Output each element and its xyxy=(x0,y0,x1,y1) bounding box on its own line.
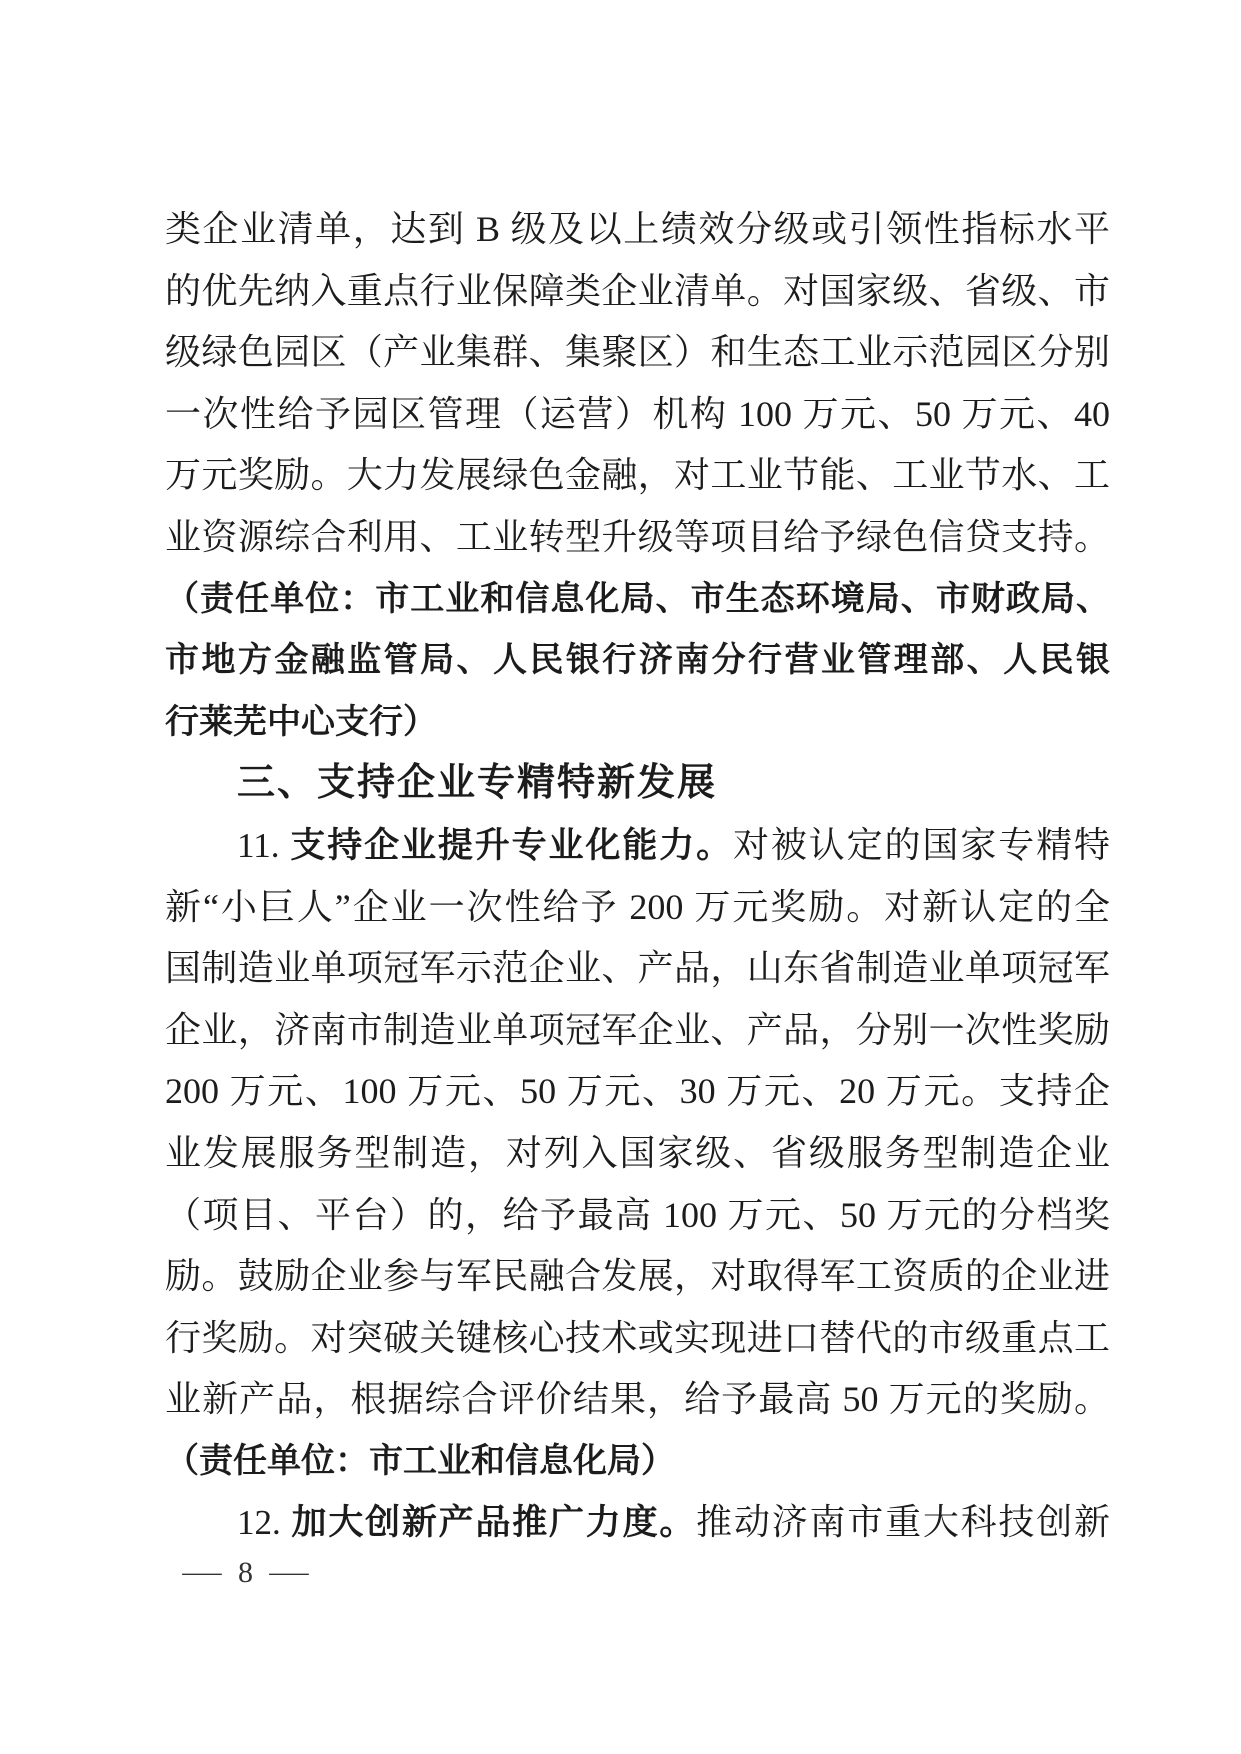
body-line: 国制造业单项冠军示范企业、产品，山东省制造业单项冠军 xyxy=(165,948,1110,989)
responsibility-unit-line: （责任单位：市工业和信息化局） xyxy=(165,1442,675,1480)
item-11-text: 对被认定的国家专精特 xyxy=(733,824,1110,865)
body-line: 业新产品，根据综合评价结果，给予最高 50 万元的奖励。 xyxy=(165,1379,1110,1420)
body-line: 业发展服务型制造，对列入国家级、省级服务型制造企业 xyxy=(165,1132,1110,1173)
item-11-first-line xyxy=(165,815,1110,877)
body-line: 200 万元、100 万元、50 万元、30 万元、20 万元。支持企 xyxy=(165,1071,1110,1112)
body-line: 类企业清单，达到 B 级及以上绩效分级或引领性指标水平 xyxy=(165,209,1110,249)
item-11-title: 支持企业提升专业化能力。 xyxy=(290,825,733,865)
page-footer xyxy=(182,1556,309,1590)
item-12-text: 推动济南市重大科技创新 xyxy=(696,1502,1110,1543)
body-line: （项目、平台）的，给予最高 100 万元、50 万元的分档奖 xyxy=(165,1194,1110,1235)
page-number: 8 xyxy=(238,1556,253,1589)
responsibility-unit-line: 市地方金融监管局、人民银行济南分行营业管理部、人民银 xyxy=(165,642,1110,680)
section-heading: 三、支持企业专精特新发展 xyxy=(237,762,718,805)
body-line: 级绿色园区（产业集群、集聚区）和生态工业示范园区分别 xyxy=(165,332,1110,373)
item-12-number: 12. xyxy=(237,1503,281,1543)
item-11-number: 11. xyxy=(237,825,280,865)
item-12-first-line xyxy=(165,1492,1110,1554)
body-line: 万元奖励。大力发展绿色金融，对工业节能、工业节水、工 xyxy=(165,455,1110,496)
body-line: 企业，济南市制造业单项冠军企业、产品，分别一次性奖励 xyxy=(165,1009,1110,1050)
responsibility-unit-line: （责任单位：市工业和信息化局、市生态环境局、市财政局、 xyxy=(165,580,1110,618)
body-line: 励。鼓励企业参与军民融合发展，对取得军工资质的企业进 xyxy=(165,1256,1110,1297)
item-12-title: 加大创新产品推广力度。 xyxy=(291,1503,697,1543)
footer-dash-left: — xyxy=(182,1557,222,1588)
responsibility-unit-line: 行莱芜中心支行） xyxy=(165,703,437,741)
document-body xyxy=(165,199,1110,1554)
body-line: 行奖励。对突破关键核心技术或实现进口替代的市级重点工 xyxy=(165,1317,1110,1358)
footer-dash-right: — xyxy=(269,1557,309,1588)
body-line: 的优先纳入重点行业保障类企业清单。对国家级、省级、市 xyxy=(165,270,1110,311)
body-line: 业资源综合利用、工业转型升级等项目给予绿色信贷支持。 xyxy=(165,516,1110,557)
body-line: 一次性给予园区管理（运营）机构 100 万元、50 万元、40 xyxy=(165,393,1110,434)
body-line: 新“小巨人”企业一次性给予 200 万元奖励。对新认定的全 xyxy=(165,886,1110,927)
